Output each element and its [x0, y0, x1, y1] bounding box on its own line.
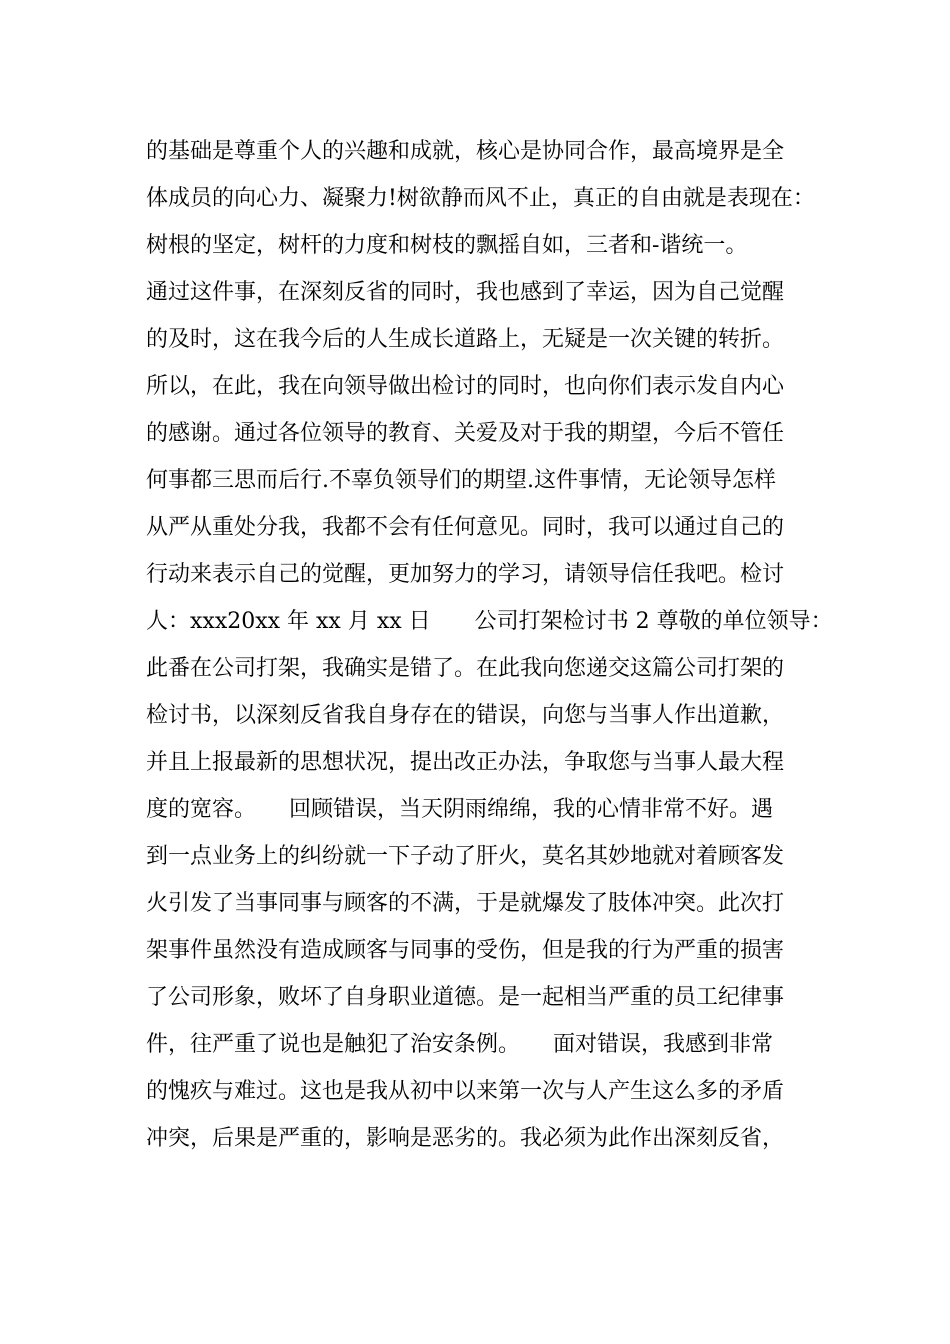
text-line: 检讨书，以深刻反省我自身存在的错误，向您与当事人作出道歉，	[146, 703, 785, 728]
text-line: 从严从重处分我，我都不会有任何意见。同时，我可以通过自己的	[146, 515, 785, 540]
document-body	[146, 128, 833, 1162]
text-line: 的及时，这在我今后的人生成长道路上，无疑是一次关键的转折。	[146, 327, 785, 352]
text-line: 树根的坚定，树杆的力度和树枝的飘摇自如，三者和-谐统一。	[146, 233, 748, 258]
text-line: 度的宽容。 回顾错误，当天阴雨绵绵，我的心情非常不好。遇	[146, 797, 774, 822]
text-line: 到一点业务上的纠纷就一下子动了肝火，莫名其妙地就对着顾客发	[146, 844, 785, 869]
text-line: 人：xxx20xx 年 xx 月 xx 日 公司打架检讨书 2 尊敬的单位领导：	[146, 609, 833, 634]
text-line: 的愧疚与难过。这也是我从初中以来第一次与人产生这么多的矛盾	[146, 1079, 785, 1104]
text-line: 并且上报最新的思想状况，提出改正办法，争取您与当事人最大程	[146, 750, 785, 775]
text-line: 冲突，后果是严重的，影响是恶劣的。我必须为此作出深刻反省，	[146, 1126, 785, 1151]
text-line: 了公司形象，败坏了自身职业道德。是一起相当严重的员工纪律事	[146, 985, 785, 1010]
text-line: 此番在公司打架，我确实是错了。在此我向您递交这篇公司打架的	[146, 656, 785, 681]
text-line: 件，往严重了说也是触犯了治安条例。 面对错误，我感到非常	[146, 1032, 774, 1057]
text-line: 架事件虽然没有造成顾客与同事的受伤，但是我的行为严重的损害	[146, 938, 785, 963]
text-line: 体成员的向心力、凝聚力!树欲静而风不止，真正的自由就是表现在：	[146, 186, 815, 211]
text-line: 的感谢。通过各位领导的教育、关爱及对于我的期望，今后不管任	[146, 421, 785, 446]
text-line: 的基础是尊重个人的兴趣和成就，核心是协同合作，最高境界是全	[146, 139, 785, 164]
text-line: 火引发了当事同事与顾客的不满，于是就爆发了肢体冲突。此次打	[146, 891, 785, 916]
text-line: 通过这件事，在深刻反省的同时，我也感到了幸运，因为自己觉醒	[146, 280, 785, 305]
text-line: 所以，在此，我在向领导做出检讨的同时，也向你们表示发自内心	[146, 374, 785, 399]
text-line: 行动来表示自己的觉醒，更加努力的学习，请领导信任我吧。检讨	[146, 562, 785, 587]
text-line: 何事都三思而后行.不辜负领导们的期望.这件事情，无论领导怎样	[146, 468, 776, 493]
